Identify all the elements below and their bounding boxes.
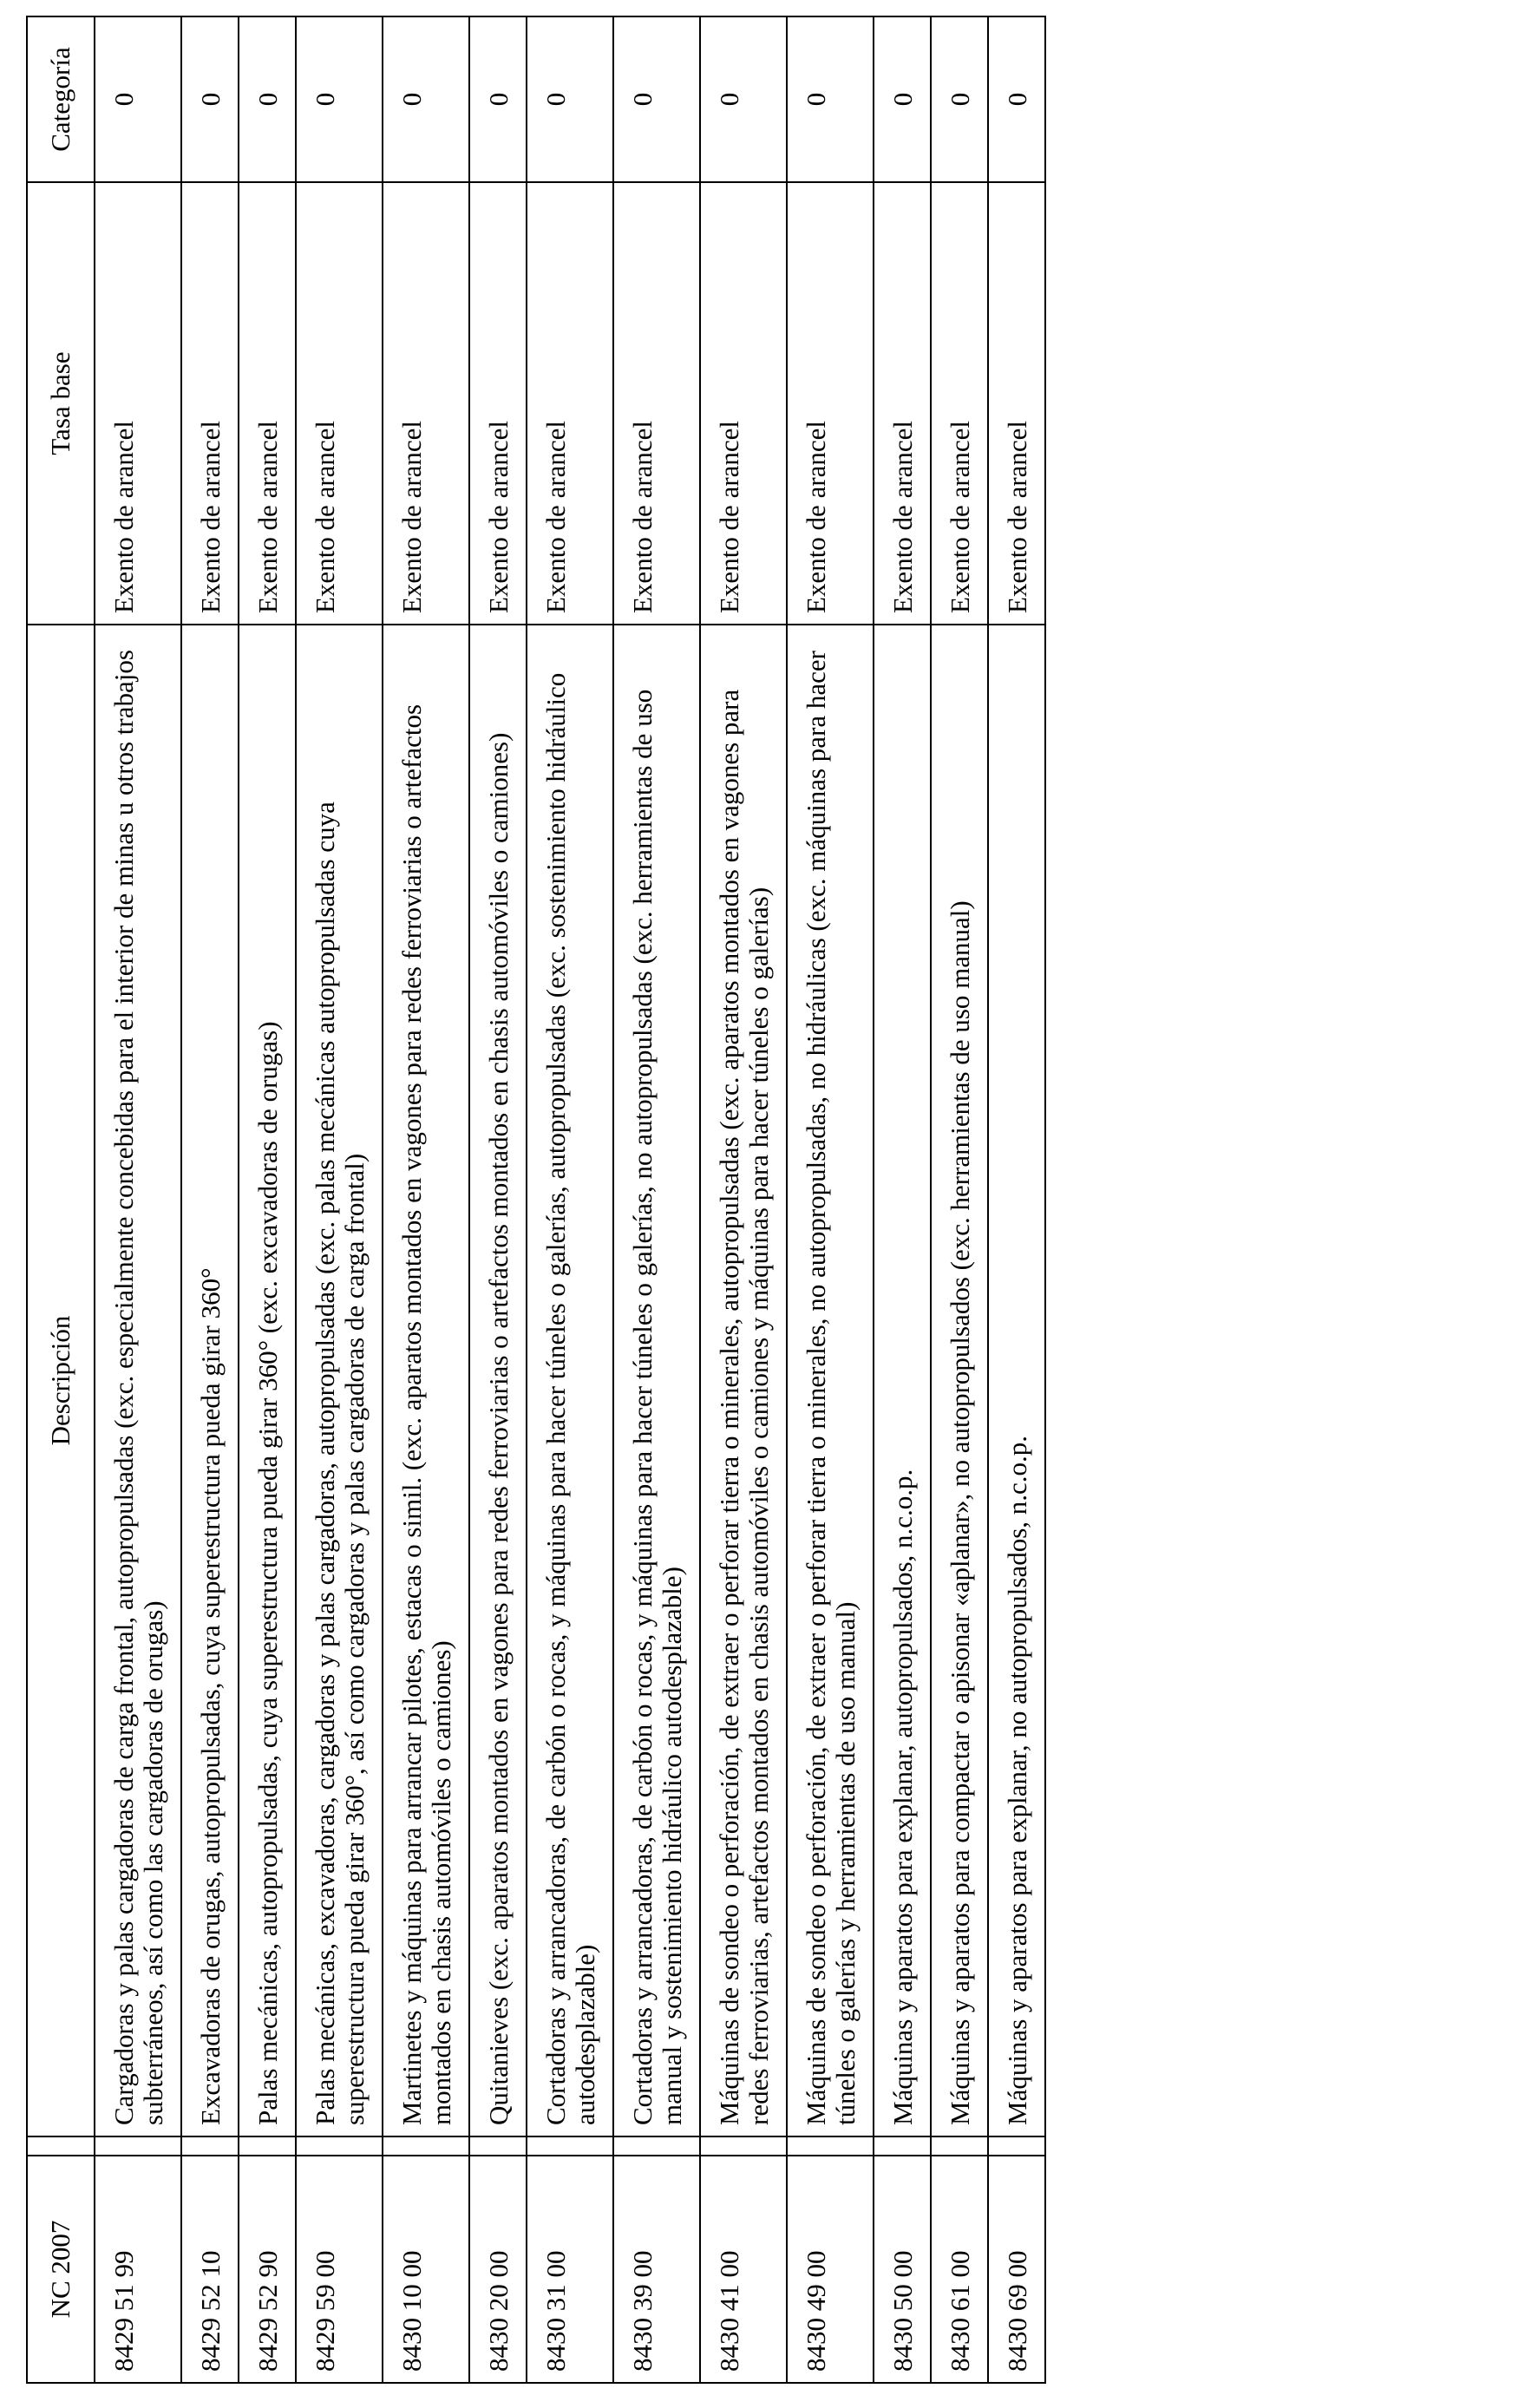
cell-code: 8429 51 99	[95, 2156, 181, 2383]
header-rate: Tasa base	[27, 182, 95, 625]
cell-category: 0	[613, 16, 700, 182]
table-body	[95, 16, 1045, 2383]
table-row	[296, 16, 383, 2383]
cell-rate: Exento de arancel	[931, 182, 988, 625]
cell-rate: Exento de arancel	[874, 182, 931, 625]
header-spacer	[27, 2136, 95, 2156]
cell-spacer	[383, 2136, 469, 2156]
cell-category: 0	[787, 16, 874, 182]
header-category: Categoría	[27, 16, 95, 182]
cell-spacer	[700, 2136, 787, 2156]
table-row	[700, 16, 787, 2383]
cell-code: 8429 52 10	[181, 2156, 239, 2383]
cell-code: 8430 20 00	[469, 2156, 527, 2383]
table-row	[931, 16, 988, 2383]
cell-spacer	[988, 2136, 1045, 2156]
cell-spacer	[95, 2136, 181, 2156]
cell-description: Cortadoras y arrancadoras, de carbón o rocas, y máquinas para hacer túneles o galerías, autopropulsadas (exc. sostenimiento hidráulico autodesplazable)	[527, 625, 613, 2136]
table-row	[95, 16, 181, 2383]
cell-category: 0	[239, 16, 296, 182]
cell-rate: Exento de arancel	[296, 182, 383, 625]
cell-code: 8430 49 00	[787, 2156, 874, 2383]
table-row	[988, 16, 1045, 2383]
cell-rate: Exento de arancel	[181, 182, 239, 625]
cell-category: 0	[988, 16, 1045, 182]
cell-code: 8430 41 00	[700, 2156, 787, 2383]
cell-code: 8430 69 00	[988, 2156, 1045, 2383]
cell-rate: Exento de arancel	[787, 182, 874, 625]
cell-category: 0	[931, 16, 988, 182]
cell-description: Excavadoras de orugas, autopropulsadas, cuya superestructura pueda girar 360°	[181, 625, 239, 2136]
table-row	[613, 16, 700, 2383]
table-row	[787, 16, 874, 2383]
cell-code: 8430 31 00	[527, 2156, 613, 2383]
cell-description: Martinetes y máquinas para arrancar pilotes, estacas o simil. (exc. aparatos montados en vagones para redes ferroviarias o artefactos montados en chasis automóviles o camiones)	[383, 625, 469, 2136]
cell-rate: Exento de arancel	[700, 182, 787, 625]
cell-description: Cortadoras y arrancadoras, de carbón o rocas, y máquinas para hacer túneles o galerías, no autopropulsadas (exc. herramientas de uso manual y sostenimiento hidráulico autodesplazable)	[613, 625, 700, 2136]
cell-spacer	[239, 2136, 296, 2156]
cell-code: 8430 39 00	[613, 2156, 700, 2383]
cell-category: 0	[296, 16, 383, 182]
cell-description: Palas mecánicas, autopropulsadas, cuya superestructura pueda girar 360° (exc. excavadoras de orugas)	[239, 625, 296, 2136]
cell-code: 8430 50 00	[874, 2156, 931, 2383]
cell-category: 0	[700, 16, 787, 182]
table-row	[527, 16, 613, 2383]
cell-description: Palas mecánicas, excavadoras, cargadoras y palas cargadoras, autopropulsadas (exc. palas mecánicas autopropulsadas cuya superestructura pueda girar 360°, así como cargadoras y palas cargadoras de carga frontal)	[296, 625, 383, 2136]
cell-description: Cargadoras y palas cargadoras de carga frontal, autopropulsadas (exc. especialmente concebidas para el interior de minas u otros trabajos subterráneos, así como las cargadoras de orugas)	[95, 625, 181, 2136]
cell-spacer	[181, 2136, 239, 2156]
cell-rate: Exento de arancel	[469, 182, 527, 625]
cell-spacer	[613, 2136, 700, 2156]
cell-code: 8429 52 90	[239, 2156, 296, 2383]
tariff-table	[26, 16, 1046, 2384]
cell-category: 0	[874, 16, 931, 182]
table-row	[383, 16, 469, 2383]
cell-spacer	[787, 2136, 874, 2156]
cell-code: 8430 10 00	[383, 2156, 469, 2383]
cell-rate: Exento de arancel	[239, 182, 296, 625]
cell-description: Quitanieves (exc. aparatos montados en vagones para redes ferroviarias o artefactos montados en chasis automóviles o camiones)	[469, 625, 527, 2136]
cell-code: 8430 61 00	[931, 2156, 988, 2383]
cell-spacer	[931, 2136, 988, 2156]
cell-rate: Exento de arancel	[527, 182, 613, 625]
cell-description: Máquinas de sondeo o perforación, de extraer o perforar tierra o minerales, no autopropulsadas, no hidráulicas (exc. máquinas para hacer túneles o galerías y herramientas de uso manual)	[787, 625, 874, 2136]
table-row	[181, 16, 239, 2383]
header-description: Descripción	[27, 625, 95, 2136]
cell-rate: Exento de arancel	[383, 182, 469, 625]
cell-code: 8429 59 00	[296, 2156, 383, 2383]
table-row	[874, 16, 931, 2383]
table-row	[469, 16, 527, 2383]
cell-description: Máquinas y aparatos para compactar o apisonar «aplanar», no autopropulsados (exc. herramientas de uso manual)	[931, 625, 988, 2136]
header-row	[27, 16, 95, 2383]
cell-spacer	[296, 2136, 383, 2156]
cell-category: 0	[469, 16, 527, 182]
cell-rate: Exento de arancel	[95, 182, 181, 625]
cell-description: Máquinas de sondeo o perforación, de extraer o perforar tierra o minerales, autopropulsadas (exc. aparatos montados en vagones para redes ferroviarias, artefactos montados en chasis automóviles o camiones y máquinas para hacer túneles o galerías)	[700, 625, 787, 2136]
cell-spacer	[469, 2136, 527, 2156]
cell-category: 0	[383, 16, 469, 182]
cell-category: 0	[527, 16, 613, 182]
cell-rate: Exento de arancel	[988, 182, 1045, 625]
cell-category: 0	[181, 16, 239, 182]
header-code: NC 2007	[27, 2156, 95, 2383]
cell-spacer	[527, 2136, 613, 2156]
cell-description: Máquinas y aparatos para explanar, autopropulsados, n.c.o.p.	[874, 625, 931, 2136]
cell-category: 0	[95, 16, 181, 182]
cell-rate: Exento de arancel	[613, 182, 700, 625]
table-row	[239, 16, 296, 2383]
cell-description: Máquinas y aparatos para explanar, no autopropulsados, n.c.o.p.	[988, 625, 1045, 2136]
cell-spacer	[874, 2136, 931, 2156]
